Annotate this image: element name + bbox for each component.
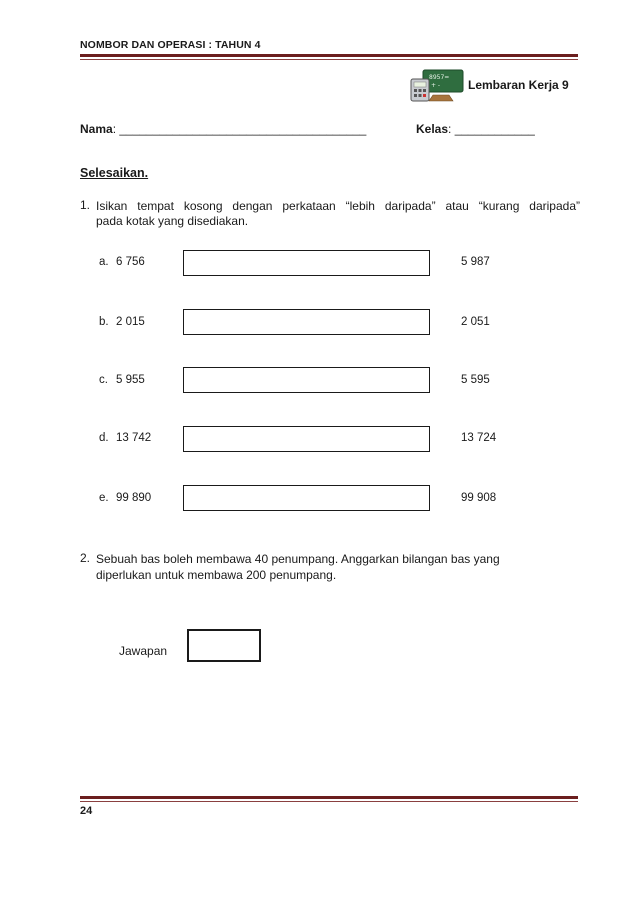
question-2-text-line2: diperlukan untuk membawa 200 penumpang.	[96, 568, 337, 582]
row-d-left-number: 13 742	[116, 432, 152, 444]
footer-rule-thick	[80, 796, 578, 799]
row-e-left-number: 99 890	[116, 492, 152, 504]
jawapan-answer-box[interactable]	[187, 629, 261, 662]
question-1-text-line1: Isikan tempat kosong dengan perkataan “lebih daripada” atau “kurang daripada”	[96, 199, 580, 213]
row-a-letter: a.	[99, 256, 109, 268]
worksheet-label: Lembaran Kerja 9	[468, 78, 569, 92]
board-text-2: + -	[431, 82, 441, 89]
row-c-right-number: 5 595	[461, 374, 490, 386]
instruction-heading: Selesaikan.	[80, 166, 149, 180]
nama-blank[interactable]: : _____________________________________	[112, 122, 367, 136]
row-b-answer-box[interactable]	[183, 309, 430, 335]
row-e-answer-box[interactable]	[183, 485, 430, 511]
row-c-answer-box[interactable]	[183, 367, 430, 393]
row-c-left-number: 5 955	[116, 374, 145, 386]
page-number: 24	[80, 805, 93, 817]
row-d-letter: d.	[99, 432, 109, 444]
question-2-number: 2.	[80, 551, 91, 565]
question-1-text-line2: pada kotak yang disediakan.	[96, 214, 249, 228]
kelas-blank[interactable]: : ____________	[448, 122, 535, 136]
board-text-1: 8957=	[429, 74, 450, 81]
row-b-left-number: 2 015	[116, 316, 145, 328]
kelas-label: Kelas	[416, 122, 449, 136]
row-a-right-number: 5 987	[461, 256, 490, 268]
row-b-right-number: 2 051	[461, 316, 490, 328]
header-title: NOMBOR DAN OPERASI : TAHUN 4	[80, 39, 261, 51]
header-rule-thick	[80, 54, 578, 57]
row-c-letter: c.	[99, 374, 108, 386]
row-a-left-number: 6 756	[116, 256, 145, 268]
nama-label: Nama	[80, 122, 113, 136]
row-e-right-number: 99 908	[461, 492, 497, 504]
row-d-answer-box[interactable]	[183, 426, 430, 452]
jawapan-label: Jawapan	[119, 644, 168, 658]
nama-field[interactable]	[80, 122, 366, 136]
row-a-answer-box[interactable]	[183, 250, 430, 276]
calculator-chalkboard-icon	[409, 69, 469, 103]
question-1-number: 1.	[80, 198, 91, 212]
kelas-field[interactable]	[416, 122, 535, 136]
row-d-right-number: 13 724	[461, 432, 497, 444]
footer-rule-thin	[80, 801, 578, 802]
header-rule-thin	[80, 59, 578, 60]
row-e-letter: e.	[99, 492, 109, 504]
question-2-text-line1: Sebuah bas boleh membawa 40 penumpang. Anggarkan bilangan bas yang	[96, 552, 500, 566]
row-b-letter: b.	[99, 316, 109, 328]
